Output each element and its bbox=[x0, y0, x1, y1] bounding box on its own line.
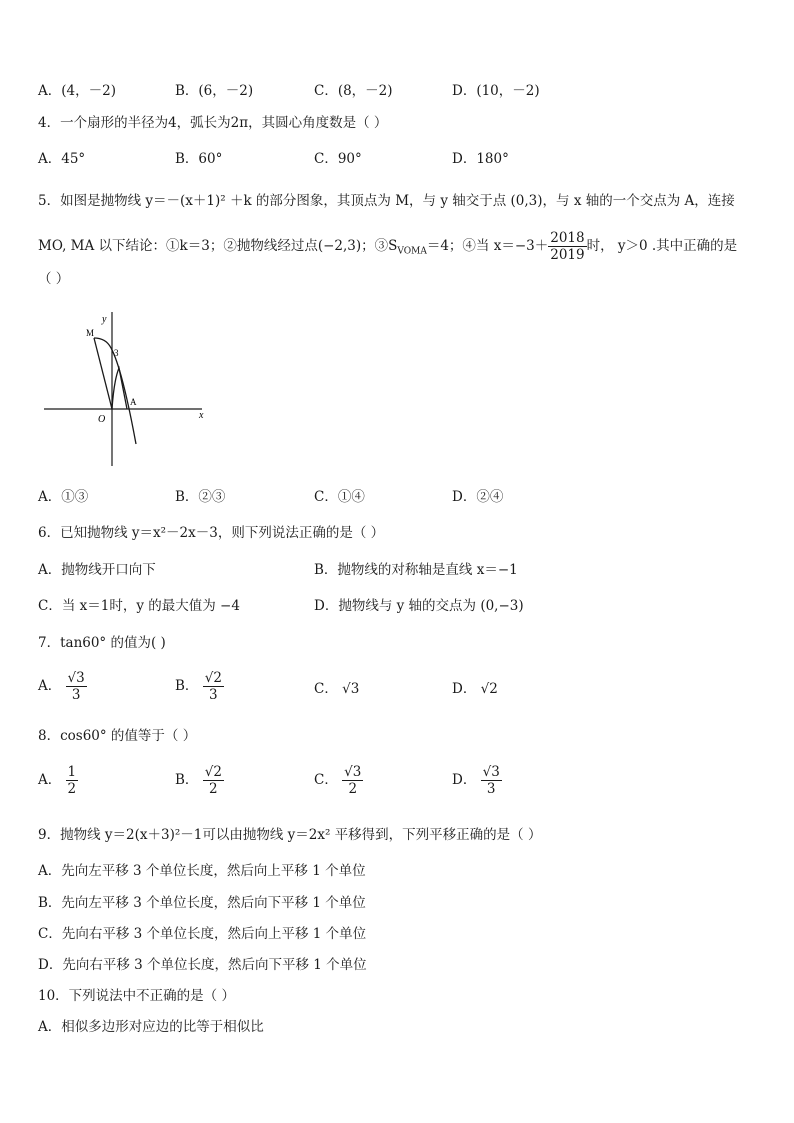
q9-option-b: B．先向左平移 3 个单位长度，然后向下平移 1 个单位 bbox=[38, 895, 366, 911]
q3-option-b: B．(6，－2) bbox=[175, 83, 254, 99]
segment-mo bbox=[94, 338, 112, 409]
q6-option-b: B．抛物线的对称轴是直线 x＝−1 bbox=[314, 562, 518, 578]
q7-b-label: B． bbox=[175, 678, 199, 694]
q7-a-label: A． bbox=[38, 678, 62, 694]
q7-option-b bbox=[175, 670, 224, 703]
graph-label-m: M bbox=[86, 328, 95, 338]
q8-d-den: 3 bbox=[486, 781, 496, 797]
q3-option-d: D．(10，－2) bbox=[452, 83, 540, 99]
q7-d-label: D． bbox=[452, 681, 477, 697]
q8-d-label: D． bbox=[452, 772, 477, 788]
q7-d-value: √2 bbox=[480, 681, 498, 697]
q6-option-d: D．抛物线与 y 轴的交点为 (0,−3) bbox=[314, 598, 524, 614]
q8-b-num: √2 bbox=[204, 764, 222, 780]
q9-option-a: A．先向左平移 3 个单位长度，然后向上平移 1 个单位 bbox=[38, 863, 366, 879]
q5-line2-pre: MO, MA 以下结论：①k＝3；②抛物线经过点(−2,3)；③S bbox=[38, 238, 398, 254]
q8-option-d bbox=[452, 764, 502, 797]
graph-label-a: A bbox=[130, 397, 137, 407]
graph-label-3: 3 bbox=[114, 348, 119, 358]
q8-a-num: 1 bbox=[67, 764, 77, 780]
q8-b-label: B． bbox=[175, 772, 199, 788]
q5-stem-line3: （ ） bbox=[38, 271, 70, 287]
parabola-right-branch bbox=[111, 348, 136, 444]
q9-option-c: C．先向右平移 3 个单位长度，然后向上平移 1 个单位 bbox=[38, 926, 367, 942]
q4-stem: 4．一个扇形的半径为4，弧长为2π，其圆心角度数是（ ） bbox=[38, 115, 388, 131]
q5-stem-line2 bbox=[38, 230, 737, 263]
q5-frac-num: 2018 bbox=[550, 230, 585, 246]
graph-label-y: y bbox=[102, 314, 107, 325]
q5-line2-sub: VOMA bbox=[397, 246, 427, 257]
q8-d-num: √3 bbox=[482, 764, 500, 780]
q5-option-c: C．①④ bbox=[314, 489, 365, 505]
q7-c-value: √3 bbox=[342, 681, 360, 697]
q7-c-label: C． bbox=[314, 681, 338, 697]
q10-stem: 10．下列说法中不正确的是（ ） bbox=[38, 988, 235, 1004]
q3-option-a: A．(4，－2) bbox=[38, 83, 116, 99]
graph-label-o: O bbox=[98, 414, 106, 425]
q4-option-b: B．60° bbox=[175, 151, 223, 167]
q7-option-a bbox=[38, 670, 87, 703]
q8-b-fraction bbox=[203, 764, 224, 797]
q6-option-a: A．抛物线开口向下 bbox=[38, 562, 156, 578]
q4-option-c: C．90° bbox=[314, 151, 362, 167]
q4-option-d: D．180° bbox=[452, 151, 509, 167]
q8-a-den: 2 bbox=[67, 781, 77, 797]
q8-d-fraction bbox=[481, 764, 502, 797]
q7-option-d bbox=[452, 680, 498, 698]
q7-a-fraction bbox=[66, 670, 87, 703]
q7-a-num: √3 bbox=[67, 670, 85, 686]
q6-option-c: C．当 x＝1时，y 的最大值为 −4 bbox=[38, 598, 240, 614]
q5-option-b: B．②③ bbox=[175, 489, 226, 505]
q8-option-b bbox=[175, 764, 224, 797]
q8-option-a bbox=[38, 764, 78, 797]
q8-c-fraction bbox=[342, 764, 363, 797]
graph-label-x: x bbox=[199, 410, 204, 421]
q7-a-den: 3 bbox=[71, 687, 81, 703]
q8-option-c bbox=[314, 764, 363, 797]
q7-option-c bbox=[314, 680, 359, 698]
q7-b-den: 3 bbox=[209, 687, 218, 703]
q8-a-fraction bbox=[66, 764, 79, 797]
q8-c-label: C． bbox=[314, 772, 338, 788]
q5-parabola-figure bbox=[40, 310, 220, 470]
q5-option-d: D．②④ bbox=[452, 489, 504, 505]
q10-option-a: A．相似多边形对应边的比等于相似比 bbox=[38, 1019, 264, 1035]
q4-option-a: A．45° bbox=[38, 151, 86, 167]
q6-stem: 6．已知抛物线 y＝x²－2x－3，则下列说法正确的是（ ） bbox=[38, 525, 385, 541]
q8-stem: 8．cos60° 的值等于（ ） bbox=[38, 728, 197, 744]
q5-line2-post: 时， y＞0 .其中正确的是 bbox=[586, 238, 738, 254]
q8-c-den: 2 bbox=[348, 781, 358, 797]
q9-option-d: D．先向右平移 3 个单位长度，然后向下平移 1 个单位 bbox=[38, 957, 367, 973]
q5-stem-line1: 5．如图是抛物线 y＝－(x＋1)² ＋k 的部分图象，其顶点为 M，与 y 轴交于点 (0,3)，与 x 轴的一个交点为 A，连接 bbox=[38, 193, 735, 209]
q5-line2-mid: ＝4；④当 x＝−3＋ bbox=[426, 238, 549, 254]
q5-frac-den: 2019 bbox=[550, 247, 585, 263]
q9-stem: 9．抛物线 y＝2(x＋3)²－1可以由抛物线 y＝2x² 平移得到，下列平移正确的是（ ） bbox=[38, 827, 542, 843]
q7-b-fraction bbox=[203, 670, 224, 703]
q8-c-num: √3 bbox=[344, 764, 362, 780]
q7-b-num: √2 bbox=[204, 670, 222, 686]
q5-option-a: A．①③ bbox=[38, 489, 89, 505]
q8-a-label: A． bbox=[38, 772, 62, 788]
q5-fraction bbox=[548, 230, 586, 263]
q8-b-den: 2 bbox=[209, 781, 218, 797]
q3-option-c: C．(8，－2) bbox=[314, 83, 393, 99]
q7-stem: 7．tan60° 的值为( ) bbox=[38, 635, 166, 651]
